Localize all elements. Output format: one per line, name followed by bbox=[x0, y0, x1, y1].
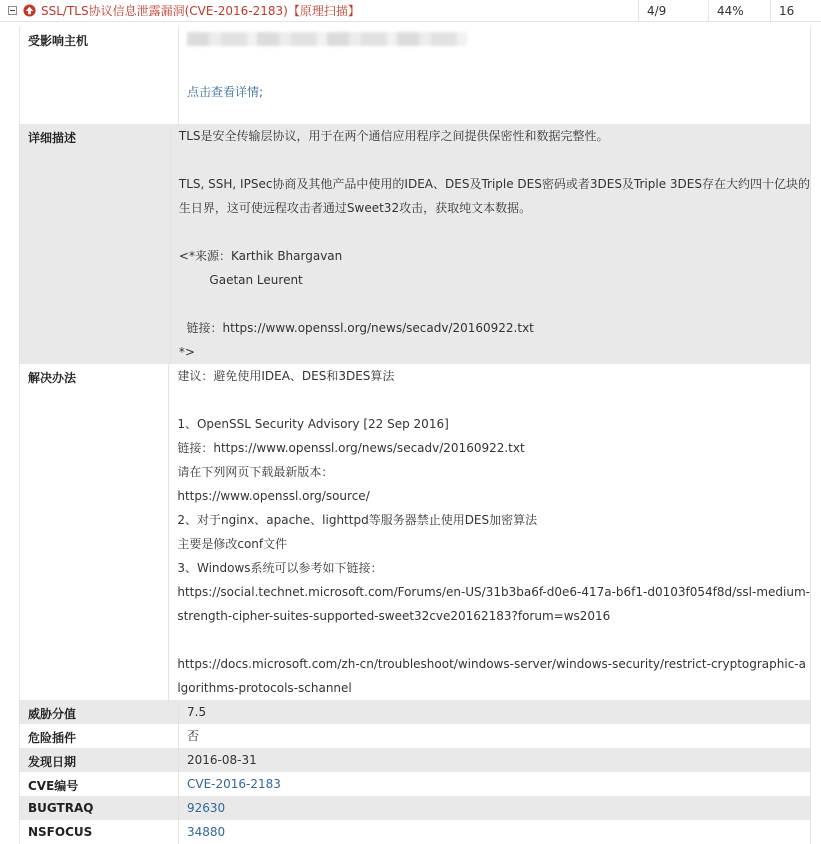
vuln-detail-table bbox=[19, 27, 811, 844]
dangerous-plugin-label: 危险插件 bbox=[28, 731, 77, 745]
vuln-title[interactable]: SSL/TLS协议信息泄露漏洞(CVE-2016-2183)【原理扫描】 bbox=[41, 4, 360, 18]
solution-line: 请在下列网页下载最新版本： bbox=[177, 465, 334, 479]
score-value: 7.5 bbox=[187, 705, 207, 719]
nsfocus-label: NSFOCUS bbox=[28, 825, 93, 839]
view-details-link[interactable]: 点击查看详情; bbox=[187, 85, 264, 99]
found-date-value: 2016-08-31 bbox=[187, 753, 257, 767]
solution-line: 1、OpenSSL Security Advisory [22 Sep 2016] bbox=[177, 417, 449, 431]
affected-percent: 44% bbox=[708, 0, 770, 21]
desc-line: 生日界，这可使远程攻击者通过Sweet32攻击，获取纯文本数据。 bbox=[178, 201, 532, 215]
solution-line: 3、Windows系统可以参考如下链接： bbox=[177, 561, 383, 575]
affected-host-label: 受影响主机 bbox=[28, 34, 89, 48]
description-label: 详细描述 bbox=[28, 131, 77, 145]
score-label: 威胁分值 bbox=[28, 707, 77, 721]
affected-host-row bbox=[20, 27, 810, 124]
desc-line: <*来源：Karthik Bhargavan bbox=[178, 249, 343, 263]
dangerous-plugin-row bbox=[20, 724, 810, 748]
affected-count: 4/9 bbox=[638, 0, 708, 21]
solution-line bbox=[177, 388, 810, 412]
solution-line: lgorithms-protocols-schannel bbox=[177, 681, 352, 695]
bugtraq-label: BUGTRAQ bbox=[28, 801, 94, 815]
solution-line: 2、对于nginx、apache、lighttpd等服务器禁止使用DES加密算法 bbox=[177, 513, 538, 527]
collapse-minus-icon[interactable] bbox=[8, 6, 17, 15]
high-risk-up-arrow-icon bbox=[23, 4, 36, 17]
solution-row bbox=[20, 364, 810, 700]
solution-line: https://social.technet.microsoft.com/Forums/en-US/31b3ba6f-d0e6-417a-b6f1-d0103f054f8d/ssl-medium- bbox=[177, 585, 810, 599]
desc-line bbox=[179, 148, 810, 172]
solution-line: 链接：https://www.openssl.org/news/secadv/20160922.txt bbox=[177, 441, 525, 455]
description-row bbox=[20, 124, 810, 364]
nsfocus-row bbox=[20, 820, 810, 844]
desc-line: Gaetan Leurent bbox=[178, 273, 303, 287]
desc-line: 链接：https://www.openssl.org/news/secadv/20160922.txt bbox=[178, 321, 534, 335]
cve-label: CVE编号 bbox=[28, 779, 79, 793]
found-date-label: 发现日期 bbox=[28, 755, 77, 769]
bugtraq-link[interactable]: 92630 bbox=[187, 801, 226, 815]
desc-line bbox=[179, 220, 810, 244]
solution-line: strength-cipher-suites-supported-sweet32cve20162183?forum=ws2016 bbox=[177, 609, 611, 623]
desc-line: TLS, SSH, IPSec协商及其他产品中使用的IDEA、DES及Triple DES密码或者3DES及Triple 3DES存在大约四十亿块的 bbox=[178, 177, 810, 191]
description-text bbox=[170, 124, 810, 364]
desc-line: *> bbox=[178, 345, 195, 359]
solution-line: https://www.openssl.org/source/ bbox=[177, 489, 370, 503]
solution-line bbox=[177, 628, 810, 652]
dangerous-plugin-value: 否 bbox=[187, 729, 200, 743]
found-date-row bbox=[20, 748, 810, 772]
cve-row bbox=[20, 772, 810, 796]
count-number: 16 bbox=[770, 0, 821, 21]
solution-text bbox=[168, 364, 810, 700]
bugtraq-row bbox=[20, 796, 810, 820]
solution-line: https://docs.microsoft.com/zh-cn/troubleshoot/windows-server/windows-security/restrict-cryptographic-a bbox=[177, 657, 806, 671]
nsfocus-link[interactable]: 34880 bbox=[187, 825, 226, 839]
desc-line bbox=[179, 292, 810, 316]
cve-link[interactable]: CVE-2016-2183 bbox=[187, 777, 281, 791]
desc-line: TLS是安全传输层协议，用于在两个通信应用程序之间提供保密性和数据完整性。 bbox=[178, 129, 609, 143]
solution-label: 解决办法 bbox=[28, 371, 77, 385]
score-row bbox=[20, 700, 810, 724]
solution-line: 建议：避免使用IDEA、DES和3DES算法 bbox=[177, 369, 395, 383]
redacted-host-list bbox=[187, 32, 467, 46]
solution-line: 主要是修改conf文件 bbox=[177, 537, 288, 551]
vuln-header-row[interactable] bbox=[0, 0, 821, 22]
